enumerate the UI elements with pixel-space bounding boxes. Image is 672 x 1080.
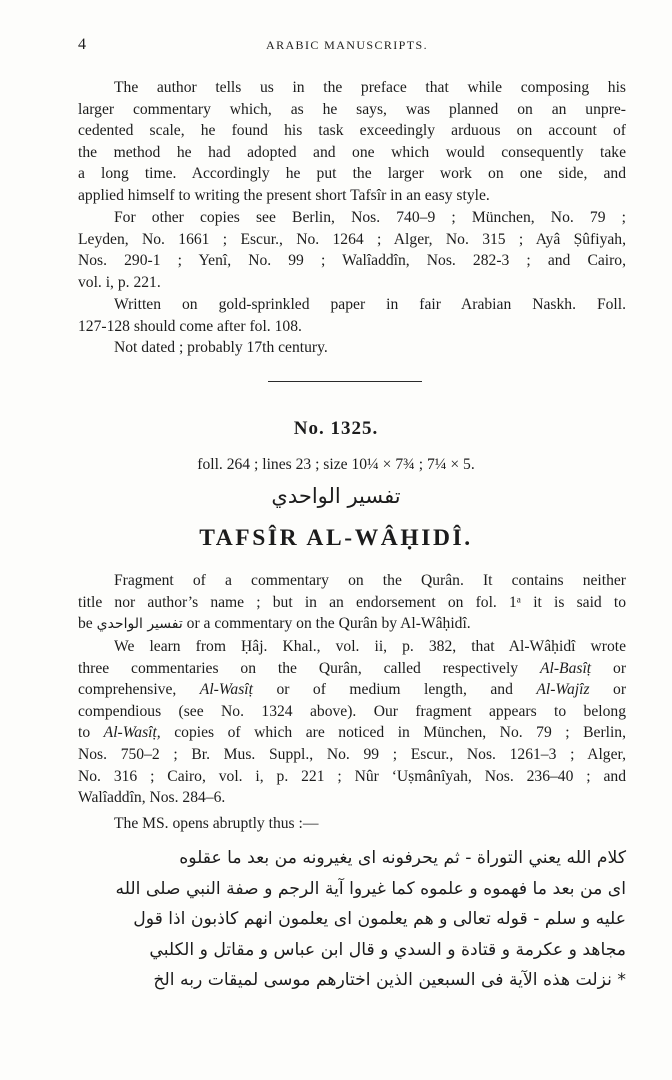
text-segment: or a commentary on the Qurân by Al-Wâḥidî. — [186, 615, 471, 633]
arabic-title: تفسير الواحدي — [271, 484, 401, 508]
entry-title: TAFSÎR AL-WÂḤIDÎ. — [199, 525, 473, 551]
description-paragraph-1 — [78, 570, 626, 636]
text-line — [78, 679, 626, 701]
arabic-line: كلام الله يعني التوراة - ثم يحرفونه اى يغيرونه من بعد ما عقلوه — [179, 848, 626, 868]
text-line: the method he had adopted and one which would consequently take — [78, 143, 626, 161]
section-divider — [268, 381, 422, 382]
opening-label — [78, 813, 626, 835]
text-segment: or — [613, 681, 627, 699]
text-segment: or of medium length, and — [276, 681, 513, 699]
text-line: applied himself to writing the present short Tafsîr in an easy style. — [78, 186, 490, 204]
page-number: 4 — [78, 36, 86, 53]
entry-number: No. 1325. — [293, 418, 379, 439]
description-paragraph-2 — [78, 636, 626, 809]
page-header — [78, 36, 642, 56]
text-line — [78, 722, 626, 744]
italic-title: Al-Basîṭ — [540, 659, 592, 677]
entry-dimensions: foll. 264 ; lines 23 ; size 10¼ × 7¾ ; 7¼ × 5. — [197, 456, 475, 473]
text-line: For other copies see Berlin, Nos. 740–9 ; München, No. 79 ; — [114, 209, 626, 226]
text-line: vol. i, p. 221. — [78, 273, 161, 291]
text-line: We learn from Ḥâj. Khal., vol. ii, p. 382, that Al-Wâḥidî wrote — [114, 638, 626, 655]
arabic-inline-title: تفسير الواحدي — [96, 616, 183, 633]
text-line: a long time. Accordingly he put the larger work on one side, and — [78, 165, 626, 183]
text-line: No. 316 ; Cairo, vol. i, p. 221 ; Nûr ‘Uṣmânîyah, Nos. 236–40 ; and — [78, 767, 626, 785]
italic-title: Al-Wasîṭ, — [103, 724, 161, 742]
arabic-line: اى من بعد ما فهموه و علموه كما غيروا آية الرجم و صفة النبي صلى الله — [115, 878, 626, 899]
text-line — [78, 658, 626, 680]
text-segment: be — [78, 615, 93, 633]
italic-title: Al-Wajîz — [536, 681, 590, 699]
text-line: Nos. 750–2 ; Br. Mus. Suppl., No. 99 ; Escur., Nos. 1261–3 ; Alger, — [78, 745, 626, 763]
text-line: compendious (see No. 1324 above). Our fragment appears to belong — [78, 702, 626, 720]
preceding-entry-paragraph-2 — [78, 207, 626, 293]
text-line: Leyden, No. 1661 ; Escur., No. 1264 ; Alger, No. 315 ; Ayâ Ṣûfiyah, — [78, 230, 626, 248]
text-line: larger commentary which, as he says, was planned on an unpre- — [78, 100, 626, 118]
arabic-excerpt — [78, 843, 626, 996]
text-line: 127-128 should come after fol. 108. — [78, 317, 302, 335]
arabic-line: عليه و سلم - قوله تعالى و هم يعلمون اى يعلمون انهم كاذبون اذا قول — [133, 909, 626, 929]
text-line: cedented scale, he found his task exceedingly arduous on account of — [78, 122, 626, 140]
text-line: Walîaddîn, Nos. 284–6. — [78, 789, 226, 807]
text-line: Fragment of a commentary on the Qurân. It contains neither — [114, 572, 626, 589]
text-line: The author tells us in the preface that while composing his — [114, 79, 626, 96]
text-segment: three commentaries on the Qurân, called respectively — [78, 659, 519, 677]
text-line — [78, 613, 626, 636]
text-segment: comprehensive, — [78, 681, 177, 699]
running-title: ARABIC MANUSCRIPTS. — [266, 38, 428, 52]
text-segment: copies of which are noticed in München, No. 79 ; Berlin, — [174, 724, 626, 742]
preceding-entry-paragraph-3 — [78, 294, 626, 337]
preceding-entry-date — [78, 337, 626, 359]
text-line: Written on gold-sprinkled paper in fair Arabian Naskh. Foll. — [114, 296, 626, 313]
text-segment: or — [613, 659, 627, 677]
italic-title: Al-Wasîṭ — [199, 681, 253, 699]
arabic-line: مجاهد و عكرمة و قتادة و السدي و قال ابن عباس و مقاتل و الكلبي — [149, 939, 626, 960]
arabic-line: * نزلت هذه الآية فى السبعين الذين اختارهم موسى لميقات ربه الخ — [153, 970, 626, 990]
preceding-entry-paragraph-1 — [78, 77, 626, 207]
text-line: Nos. 290-1 ; Yenî, No. 99 ; Walîaddîn, Nos. 282-3 ; and Cairo, — [78, 252, 626, 270]
text-line: Not dated ; probably 17th century. — [114, 339, 328, 356]
text-segment: to — [78, 724, 91, 742]
text-line: title nor author’s name ; but in an endorsement on fol. 1ᵃ it is said to — [78, 593, 626, 611]
text-line: The MS. opens abruptly thus :— — [114, 815, 319, 832]
